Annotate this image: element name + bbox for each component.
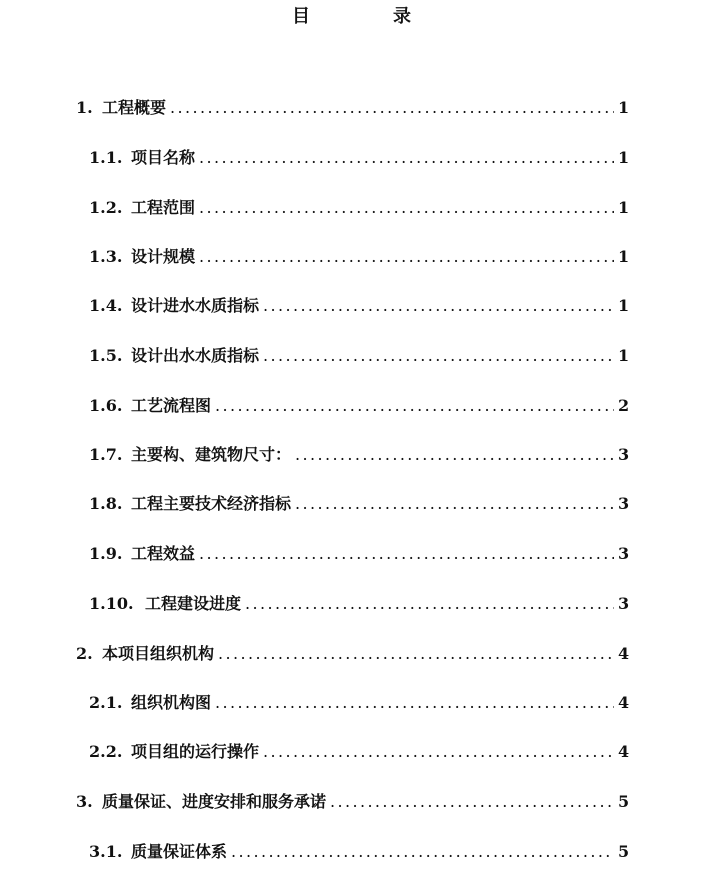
dot-leader xyxy=(215,394,614,418)
toc-entry-1-8[interactable] xyxy=(89,492,628,516)
toc-entry-number: 1. xyxy=(76,98,93,117)
dot-leader xyxy=(263,740,614,764)
toc-entry-number: 1.1. xyxy=(89,148,123,167)
toc-entry-number: 2.1. xyxy=(89,693,123,712)
toc-entry-1-3[interactable] xyxy=(89,245,628,269)
toc-entry-page: 1 xyxy=(618,296,630,315)
toc-entry-title: 项目组的运行操作 xyxy=(131,742,260,761)
toc-entry-page: 5 xyxy=(618,842,630,861)
dot-leader xyxy=(199,542,614,566)
toc-entry-1-6[interactable] xyxy=(89,394,628,418)
toc-entry-title: 设计出水水质指标 xyxy=(131,346,260,365)
toc-entry-2-1[interactable] xyxy=(89,691,628,715)
toc-entry-1-9[interactable] xyxy=(89,542,628,566)
toc-entry-title: 工程主要技术经济指标 xyxy=(131,494,292,513)
toc-entry-number: 1.10. xyxy=(89,594,134,613)
dot-leader xyxy=(199,245,614,269)
toc-entry-page: 1 xyxy=(618,247,630,266)
toc-entry-title: 工程概要 xyxy=(102,98,167,117)
toc-entry-number: 2.2. xyxy=(89,742,123,761)
toc-entry-page: 2 xyxy=(618,396,630,415)
dot-leader xyxy=(295,443,614,467)
dot-leader xyxy=(245,592,614,616)
toc-entry-number: 1.3. xyxy=(89,247,123,266)
dot-leader xyxy=(295,492,614,516)
toc-entry-page: 3 xyxy=(618,594,630,613)
toc-entry-page: 1 xyxy=(618,198,630,217)
toc-entry-title: 工程范围 xyxy=(131,198,196,217)
toc-entry-number: 1.4. xyxy=(89,296,123,315)
toc-entry-number: 1.2. xyxy=(89,198,123,217)
toc-entry-2-2[interactable] xyxy=(89,740,628,764)
toc-entry-title: 工程效益 xyxy=(131,544,196,563)
toc-entry-1[interactable] xyxy=(76,96,628,120)
toc-entry-page: 1 xyxy=(618,346,630,365)
dot-leader xyxy=(218,642,614,666)
toc-entry-page: 3 xyxy=(618,544,630,563)
toc-entry-3[interactable] xyxy=(76,790,628,814)
toc-entry-page: 1 xyxy=(618,148,630,167)
toc-entry-title: 质量保证体系 xyxy=(131,842,228,861)
toc-entry-1-5[interactable] xyxy=(89,344,628,368)
toc-entry-1-7[interactable] xyxy=(89,443,628,467)
toc-entry-1-10[interactable] xyxy=(89,592,628,616)
toc-entry-page: 3 xyxy=(618,494,630,513)
toc-entry-2[interactable] xyxy=(76,642,628,666)
dot-leader xyxy=(215,691,614,715)
dot-leader xyxy=(199,146,614,170)
toc-entry-page: 1 xyxy=(618,98,630,117)
toc-entry-title: 工艺流程图 xyxy=(131,396,212,415)
toc-entry-title: 本项目组织机构 xyxy=(102,644,215,663)
dot-leader xyxy=(330,790,614,814)
toc-entry-number: 1.8. xyxy=(89,494,123,513)
toc-entry-title: 组织机构图 xyxy=(131,693,212,712)
toc-entry-number: 1.9. xyxy=(89,544,123,563)
toc-title-char-2: 录 xyxy=(393,6,411,27)
toc-title xyxy=(0,4,717,32)
toc-entry-1-4[interactable] xyxy=(89,294,628,318)
toc-entry-page: 5 xyxy=(618,792,630,811)
dot-leader xyxy=(170,96,614,120)
toc-entry-title: 质量保证、进度安排和服务承诺 xyxy=(102,792,327,811)
toc-entry-number: 1.5. xyxy=(89,346,123,365)
toc-entry-title: 工程建设进度 xyxy=(145,594,242,613)
toc-entry-number: 1.7. xyxy=(89,445,123,464)
toc-entry-number: 1.6. xyxy=(89,396,123,415)
toc-entry-title: 主要构、建筑物尺寸： xyxy=(131,445,292,464)
toc-title-char-1: 目 xyxy=(292,6,310,27)
dot-leader xyxy=(263,344,614,368)
toc-entry-3-1[interactable] xyxy=(89,840,628,864)
toc-entry-1-2[interactable] xyxy=(89,196,628,220)
toc-entry-1-1[interactable] xyxy=(89,146,628,170)
dot-leader xyxy=(231,840,614,864)
toc-entry-number: 3.1. xyxy=(89,842,123,861)
toc-entry-page: 4 xyxy=(618,742,630,761)
toc-entry-page: 4 xyxy=(618,644,630,663)
toc-entry-title: 设计进水水质指标 xyxy=(131,296,260,315)
dot-leader xyxy=(263,294,614,318)
toc-entry-page: 3 xyxy=(618,445,630,464)
dot-leader xyxy=(199,196,614,220)
toc-entry-number: 3. xyxy=(76,792,93,811)
toc-entry-title: 设计规模 xyxy=(131,247,196,266)
toc-entry-page: 4 xyxy=(618,693,630,712)
toc-entry-number: 2. xyxy=(76,644,93,663)
toc-entry-title: 项目名称 xyxy=(131,148,196,167)
